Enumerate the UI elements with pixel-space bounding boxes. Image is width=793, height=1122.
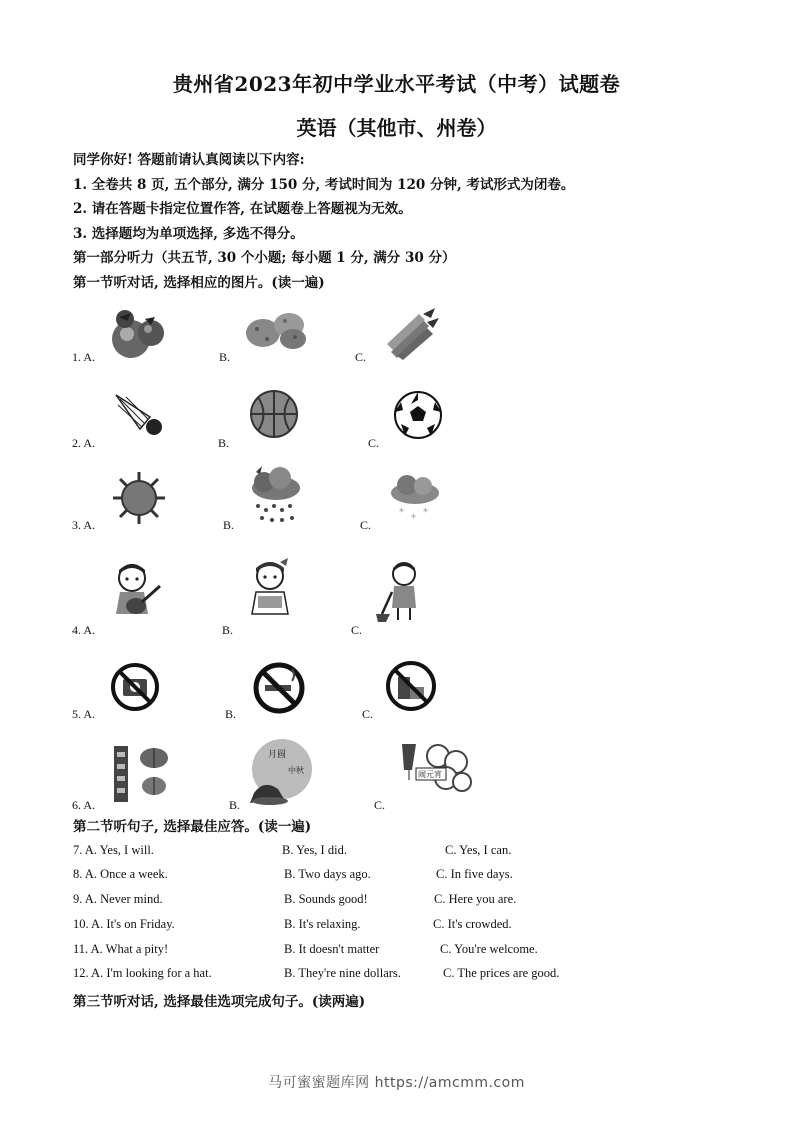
q2-option-c-label: C. [368, 436, 380, 450]
mid-autumn-icon [240, 737, 320, 807]
section2-heading: 第二节听句子, 选择最佳应答。(读一遍) [73, 819, 312, 835]
q4-option-a-label: 4. A. [72, 623, 96, 637]
section3-heading: 第三节听对话, 选择最佳选项完成句子。(读两遍) [73, 994, 366, 1010]
section1-heading: 第一节听对话, 选择相应的图片。(读一遍) [73, 275, 325, 291]
part1-heading: 第一部分听力（共五节, 30 个小题; 每小题 1 分, 满分 30 分） [73, 250, 456, 266]
q2-option-a-label: 2. A. [72, 436, 96, 450]
sun-icon [108, 470, 170, 526]
q4-option-b-label: B. [222, 623, 234, 637]
basketball-icon [249, 389, 299, 439]
no-smoking-icon [252, 661, 306, 715]
q9-option-a: 9. A. Never mind. [73, 892, 163, 906]
q10-option-a: 10. A. It's on Friday. [73, 917, 175, 931]
q1-option-a-label: 1. A. [72, 350, 96, 364]
q9-option-c: C. Here you are. [434, 892, 517, 906]
q2-option-b-label: B. [218, 436, 230, 450]
q5-option-b-label: B. [225, 707, 237, 721]
q6-option-c-label: C. [374, 798, 386, 812]
q7-option-a: 7. A. Yes, I will. [73, 843, 154, 857]
lantern-festival-text: 闹元宵 [418, 770, 442, 779]
q5-option-a-label: 5. A. [72, 707, 96, 721]
shuttlecock-icon [110, 387, 168, 437]
q6-option-a-label: 6. A. [72, 798, 96, 812]
q8-option-c: C. In five days. [436, 867, 513, 881]
q12-option-a: 12. A. I'm looking for a hat. [73, 966, 212, 980]
no-littering-icon [384, 659, 438, 713]
q3-option-a-label: 3. A. [72, 518, 96, 532]
svg-text:*: * [423, 507, 428, 518]
q3-option-b-label: B. [223, 518, 235, 532]
spring-festival-icon [112, 740, 178, 804]
q10-option-b: B. It's relaxing. [284, 917, 361, 931]
carrot-icon [383, 306, 441, 360]
mid-autumn-side-text: 中秋 [288, 766, 304, 775]
footer-watermark: 马可蜜蜜题库网 https://amcmm.com [268, 1075, 525, 1091]
q10-option-c: C. It's crowded. [433, 917, 512, 931]
snow-cloud-icon [385, 473, 441, 527]
instructions-greeting: 同学你好! 答题前请认真阅读以下内容: [73, 152, 305, 168]
potato-icon [243, 307, 309, 353]
q12-option-c: C. The prices are good. [443, 966, 560, 980]
q9-option-b: B. Sounds good! [284, 892, 368, 906]
q5-option-c-label: C. [362, 707, 374, 721]
svg-text:*: * [399, 507, 404, 518]
q7-option-c: C. Yes, I can. [445, 843, 512, 857]
q6-option-b-label: B. [229, 798, 241, 812]
q1-option-c-label: C. [355, 350, 367, 364]
girl-sweeping-icon [376, 558, 426, 624]
q4-option-c-label: C. [351, 623, 363, 637]
svg-text:*: * [411, 513, 416, 524]
q7-option-b: B. Yes, I did. [282, 843, 347, 857]
lantern-festival-icon [398, 740, 472, 798]
girl-guitar-icon [106, 562, 164, 622]
no-camera-icon [109, 661, 161, 713]
q8-option-a: 8. A. Once a week. [73, 867, 168, 881]
q12-option-b: B. They're nine dollars. [284, 966, 401, 980]
rain-cloud-icon [246, 466, 304, 528]
q3-option-c-label: C. [360, 518, 372, 532]
q8-option-b: B. Two days ago. [284, 867, 371, 881]
soccer-ball-icon [393, 390, 443, 440]
instruction-item: 3. 选择题均为单项选择, 多选不得分。 [73, 226, 304, 242]
girl-reading-icon [244, 558, 302, 620]
instruction-item: 2. 请在答题卡指定位置作答, 在试题卷上答题视为无效。 [73, 201, 412, 217]
exam-title: 贵州省2023年初中学业水平考试（中考）试题卷 [172, 72, 621, 96]
q11-option-c: C. You're welcome. [440, 942, 538, 956]
q1-option-b-label: B. [219, 350, 231, 364]
tomato-icon [105, 305, 167, 361]
q11-option-a: 11. A. What a pity! [73, 942, 169, 956]
q11-option-b: B. It doesn't matter [284, 942, 380, 956]
exam-subtitle: 英语（其他市、州卷） [296, 116, 497, 140]
instruction-item: 1. 全卷共 8 页, 五个部分, 满分 150 分, 考试时间为 120 分钟, 考试形式为闭卷。 [73, 177, 575, 193]
mid-autumn-title-text: 月圆 [268, 750, 287, 760]
